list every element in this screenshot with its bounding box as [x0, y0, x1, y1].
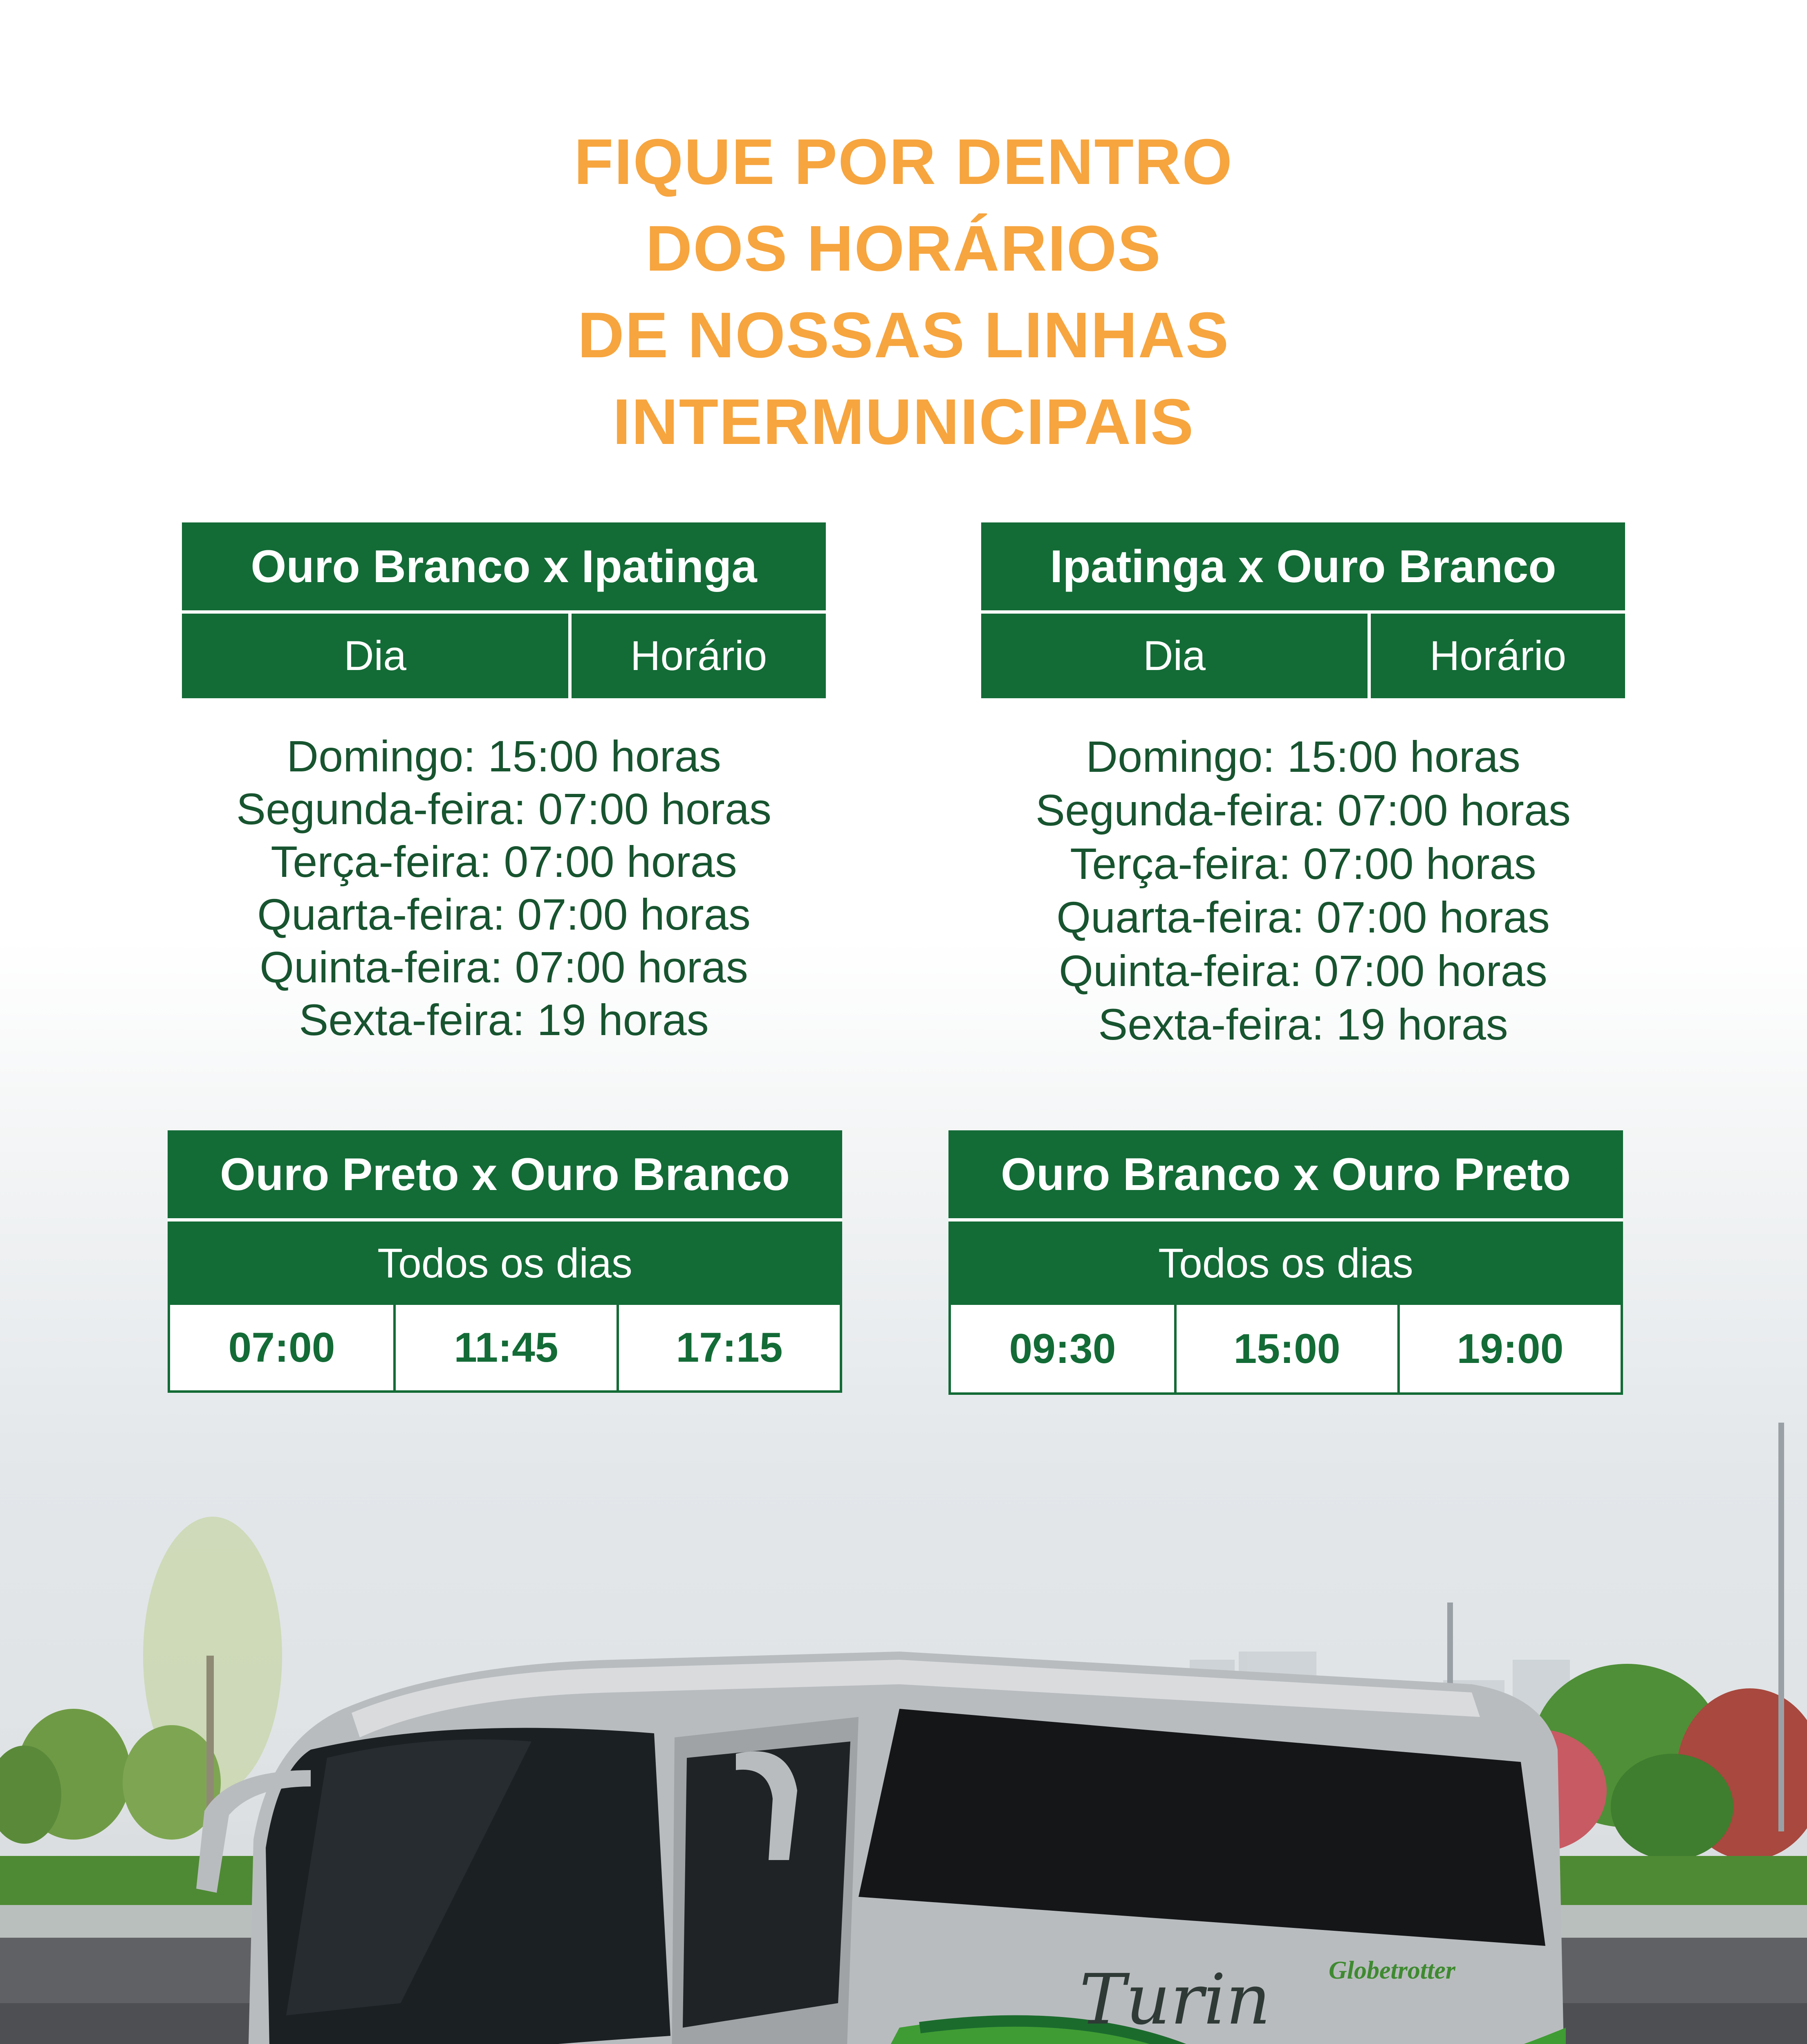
- departure-time: 11:45: [393, 1305, 617, 1390]
- frequency-label: Todos os dias: [1158, 1239, 1413, 1286]
- departure-time: 15:00: [1174, 1305, 1397, 1392]
- departure-time: 09:30: [1009, 1325, 1116, 1372]
- route-title: Ipatinga x Ouro Branco: [981, 522, 1625, 610]
- schedule-item: Sexta-feira: 19 horas: [1098, 1000, 1508, 1049]
- col-day-header: Dia: [343, 632, 407, 679]
- route-table-ipatinga-ouro-branco: [981, 522, 1625, 698]
- route-times-row: [948, 1305, 1623, 1395]
- route-frequency-row: [948, 1218, 1623, 1305]
- headline-line-3: DE NOSSAS LINHAS: [577, 299, 1230, 371]
- schedule-list-ipatinga-ouro-branco: [981, 730, 1625, 1051]
- route-times-row: [168, 1305, 842, 1393]
- route-title: Ouro Branco x Ouro Preto: [948, 1130, 1623, 1218]
- page-headline: [0, 119, 1807, 465]
- schedule-item: Segunda-feira: 07:00 horas: [1036, 785, 1571, 835]
- route-frequency-row: [168, 1218, 842, 1305]
- col-time-header: Horário: [1368, 614, 1625, 698]
- schedule-item: Terça-feira: 07:00 horas: [1070, 839, 1536, 888]
- headline-line-4: INTERMUNICIPAIS: [612, 386, 1195, 458]
- schedule-item: Domingo: 15:00 horas: [1086, 732, 1520, 781]
- headline-line-1: FIQUE POR DENTRO: [574, 126, 1233, 198]
- route-title: Ouro Preto x Ouro Branco: [168, 1130, 842, 1218]
- departure-time: 07:00: [228, 1324, 335, 1371]
- headline-line-2: DOS HORÁRIOS: [646, 213, 1161, 285]
- bus-brand-script: Turin: [1079, 1959, 1271, 2040]
- route-table-ouro-preto-ouro-branco: [168, 1130, 842, 1393]
- schedule-item: Terça-feira: 07:00 horas: [271, 837, 737, 886]
- departure-time: 19:00: [1397, 1305, 1621, 1392]
- route-table-ouro-branco-ipatinga: [182, 522, 826, 698]
- frequency-label: Todos os dias: [377, 1239, 632, 1286]
- schedule-item: Sexta-feira: 19 horas: [299, 995, 709, 1044]
- schedule-item: Quarta-feira: 07:00 horas: [1056, 892, 1550, 942]
- schedule-item: Domingo: 15:00 horas: [287, 731, 721, 781]
- col-day-header: Dia: [1143, 632, 1206, 679]
- bus-model-label: Globetrotter: [1329, 1957, 1455, 1984]
- schedule-item: Quinta-feira: 07:00 horas: [260, 942, 748, 992]
- route-title: Ouro Branco x Ipatinga: [182, 522, 826, 610]
- col-time-header: Horário: [568, 614, 826, 698]
- schedule-item: Segunda-feira: 07:00 horas: [236, 784, 771, 834]
- route-table-ouro-branco-ouro-preto: [948, 1130, 1623, 1395]
- route-header-row: [182, 610, 826, 698]
- schedule-item: Quinta-feira: 07:00 horas: [1059, 946, 1547, 995]
- departure-time: 17:15: [617, 1305, 840, 1390]
- route-header-row: [981, 610, 1625, 698]
- schedule-item: Quarta-feira: 07:00 horas: [257, 890, 751, 939]
- schedule-list-ouro-branco-ipatinga: [182, 730, 826, 1046]
